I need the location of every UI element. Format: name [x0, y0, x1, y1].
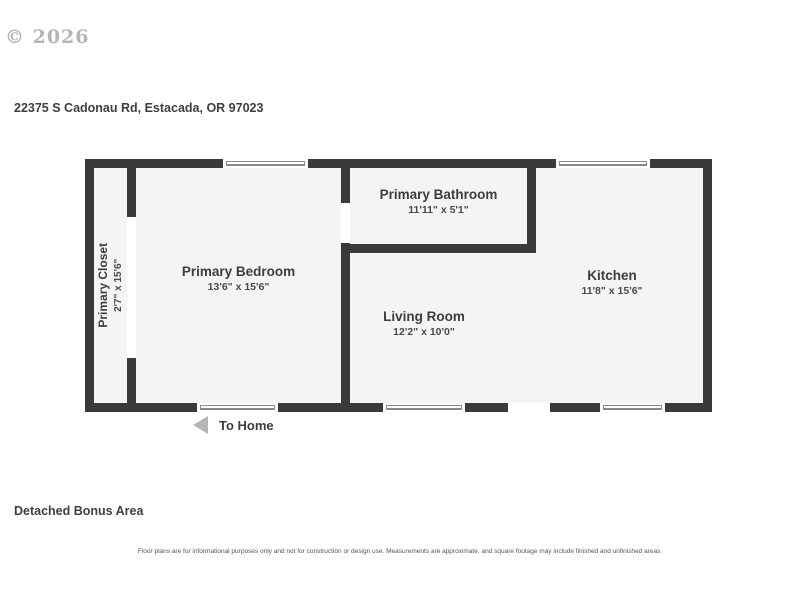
- to-home-label: To Home: [219, 417, 274, 433]
- floor-plan: [85, 159, 712, 412]
- room-name: Primary Bathroom: [379, 187, 498, 202]
- floor-name: Detached Bonus Area: [14, 504, 144, 518]
- room-name: Primary Closet: [96, 243, 111, 328]
- window-kitchen-top: [556, 159, 650, 168]
- wall-bedroom-lower: [341, 243, 350, 403]
- room-dimensions: 13'6" x 15'6": [207, 280, 270, 293]
- room-kitchen: [536, 267, 688, 298]
- room-dimensions: 11'8" x 15'6": [581, 284, 643, 297]
- disclaimer-text: Floor plans are for informational purposes only and not for construction or design use. Measurements are approximate, and square footage may include finished and unfinished areas.: [137, 548, 663, 555]
- window-kitchen-bottom: [600, 403, 665, 412]
- window-living-bottom: [383, 403, 465, 412]
- room-living-room: [350, 308, 498, 339]
- room-name: Living Room: [383, 309, 465, 324]
- property-address: 22375 S Cadonau Rd, Estacada, OR 97023: [14, 101, 264, 115]
- room-primary-bathroom: [350, 186, 527, 217]
- wall-left: [85, 159, 94, 412]
- room-primary-closet: [94, 168, 127, 403]
- door-opening-exterior: [508, 403, 550, 412]
- room-primary-bedroom: [136, 263, 341, 294]
- arrow-left-icon: [193, 416, 208, 434]
- wall-bathroom-right: [527, 168, 536, 253]
- window-bedroom-bottom: [197, 403, 278, 412]
- room-dimensions: 2'7" x 15'6": [112, 258, 124, 313]
- wall-bedroom-upper: [341, 168, 350, 203]
- room-name: Kitchen: [587, 268, 637, 283]
- room-dimensions: 11'11" x 5'1": [408, 203, 469, 216]
- wall-right: [703, 159, 712, 412]
- room-dimensions: 12'2" x 10'0": [393, 325, 455, 338]
- wall-closet-lower: [127, 358, 136, 403]
- window-bedroom-top: [223, 159, 308, 168]
- door-opening-bathroom: [341, 203, 350, 243]
- copyright-watermark: © 2026: [5, 26, 90, 48]
- door-opening-closet: [127, 217, 136, 358]
- to-home-note: [193, 416, 274, 434]
- wall-bathroom-bottom: [341, 244, 536, 253]
- wall-closet-upper: [127, 168, 136, 217]
- room-name: Primary Bedroom: [181, 264, 296, 279]
